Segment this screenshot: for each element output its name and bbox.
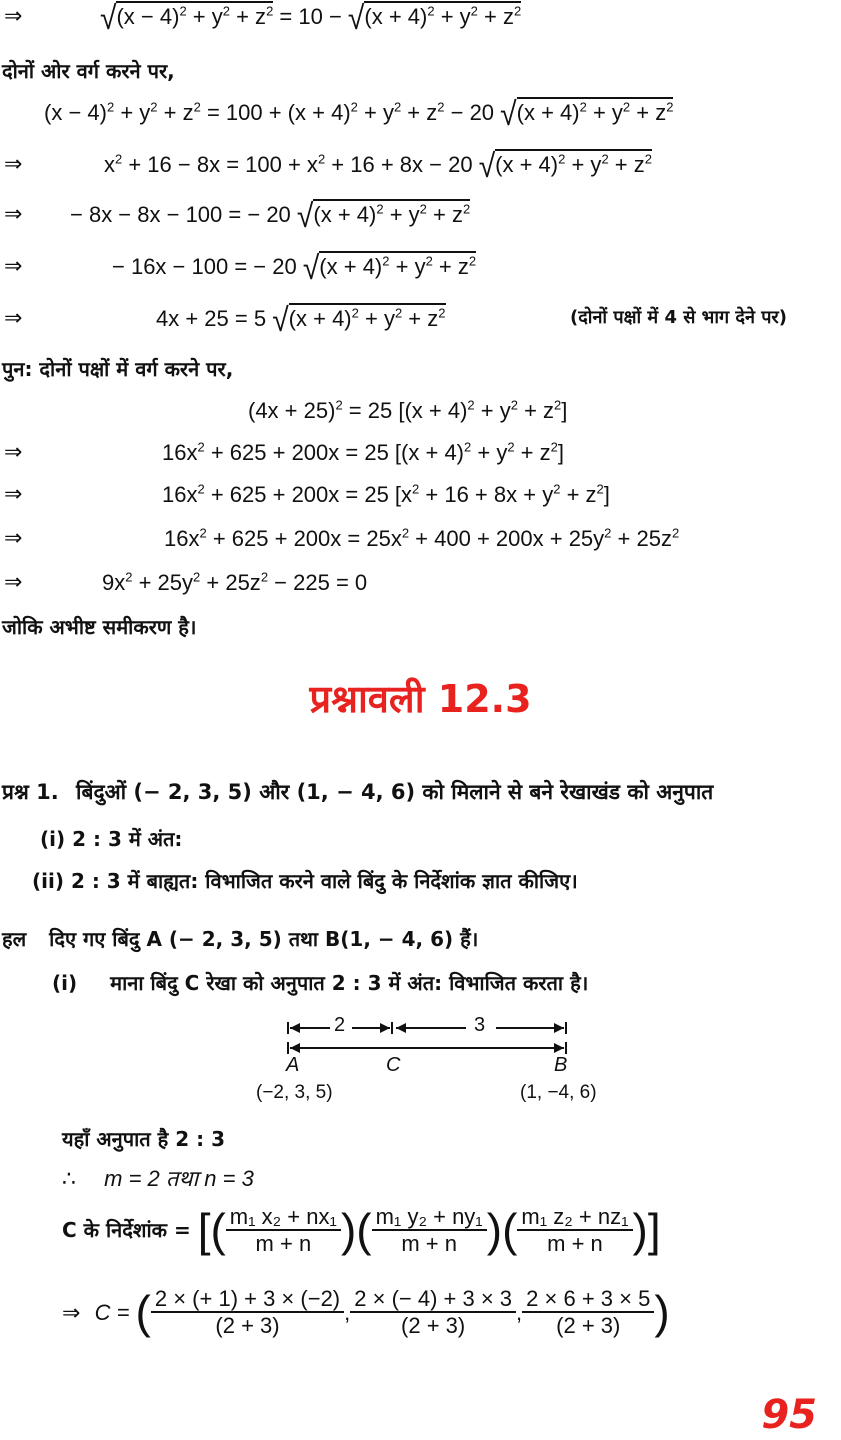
eq-line-2: $(x - 4)^2 + y^2 + z^2 = 100 + (x + 4)^2 + y^2 + z^2 - 20$ $√(x + 4)^2 + y^2 + z^2$ [44, 96, 674, 133]
sqrt-icon: √ [347, 0, 365, 37]
question-label: प्रश्न 1. [2, 780, 59, 804]
implies-arrow: ⇒ [4, 526, 23, 551]
solution-label: हल [2, 927, 27, 951]
c-value-line: ⇒ C = ( $\frac{2 \times (+ 1) + 3 \times (-2)}{(2 + 3)}$ , $\frac{2 \times (- 4) + 3 \times 3}{(2 + 3)}$ , $\frac{2 \times 6 + 3 \times 5}{(2 + 3)}$ ) [62, 1286, 670, 1339]
point-A-coord: (−2, 3, 5) [256, 1082, 333, 1103]
solution-text: दिए गए बिंदु A (− 2, 3, 5) तथा B(1, − 4, 6) हैं। [49, 927, 479, 951]
square-again-text: पुन: दोनों पक्षों में वर्ग करने पर, [2, 357, 234, 381]
implies-arrow: ⇒ [4, 482, 23, 507]
implies-arrow: ⇒ [4, 570, 23, 595]
diagram-label-3: 3 [474, 1014, 486, 1036]
implies-arrow: ⇒ [4, 254, 23, 279]
sqrt-icon: √ [302, 250, 320, 287]
required-equation-text: जोकि अभीष्ट समीकरण है। [2, 615, 197, 639]
part-i-line: (i) माना बिंदु C रेखा को अनुपात 2 : 3 में अंत: विभाजित करता है। [52, 971, 589, 995]
m-n-line: ∴ m = 2 तथा n = 3 [62, 1166, 254, 1191]
sqrt-icon: √ [272, 302, 289, 339]
question-1-part-i: (i) 2 : 3 में अंत: [40, 827, 183, 851]
section-diagram [240, 1008, 640, 1108]
page-number: 95 [761, 1392, 817, 1438]
exercise-title: प्रश्नावली 12.3 [309, 677, 532, 721]
ratio-line: यहाँ अनुपात है 2 : 3 [62, 1127, 225, 1151]
sqrt-icon: √ [296, 198, 314, 235]
implies-arrow: ⇒ [4, 440, 23, 465]
solution-line [2, 928, 478, 951]
point-B-coord: (1, −4, 6) [520, 1082, 597, 1103]
implies-arrow: ⇒ [4, 202, 23, 227]
sqrt-icon: √ [478, 148, 496, 185]
point-A-label: A [286, 1054, 300, 1076]
divide-note: (दोनों पक्षों में 4 से भाग देने पर) [570, 307, 788, 328]
square-both-sides-text: दोनों ओर वर्ग करने पर, [2, 59, 175, 83]
diagram-label-2: 2 [334, 1014, 346, 1036]
point-C-label: C [386, 1054, 401, 1076]
question-text: बिंदुओं (− 2, 3, 5) और (1, − 4, 6) को मिलाने से बने रेखाखंड को अनुपात [76, 780, 714, 804]
sqrt-icon: √ [500, 96, 517, 133]
question-1-part-ii: (ii) 2 : 3 में बाह्यत: विभाजित करने वाले बिंदु के निर्देशांक ज्ञात कीजिए। [32, 869, 578, 893]
question-1 [2, 780, 713, 804]
implies-arrow: ⇒ [4, 152, 23, 177]
implies-arrow: ⇒ [4, 4, 23, 29]
sqrt-icon: √ [100, 0, 117, 37]
point-B-label: B [554, 1054, 568, 1076]
section-formula: C के निर्देशांक = [( $\frac{\text{m₁ x₂ + nx₁}}{m + n}$ )( $\frac{\text{m₁ y₂ + ny₁}}{m + n}$ )( $\frac{\text{m₁ z₂ + nz₁}}{m + n}$ )] [62, 1204, 661, 1257]
eq-line-7: $(4x + 25)^2 = 25$ $[(x + 4)^2 + y^2 + z^2]$ [248, 397, 568, 423]
implies-arrow: ⇒ [4, 306, 23, 331]
